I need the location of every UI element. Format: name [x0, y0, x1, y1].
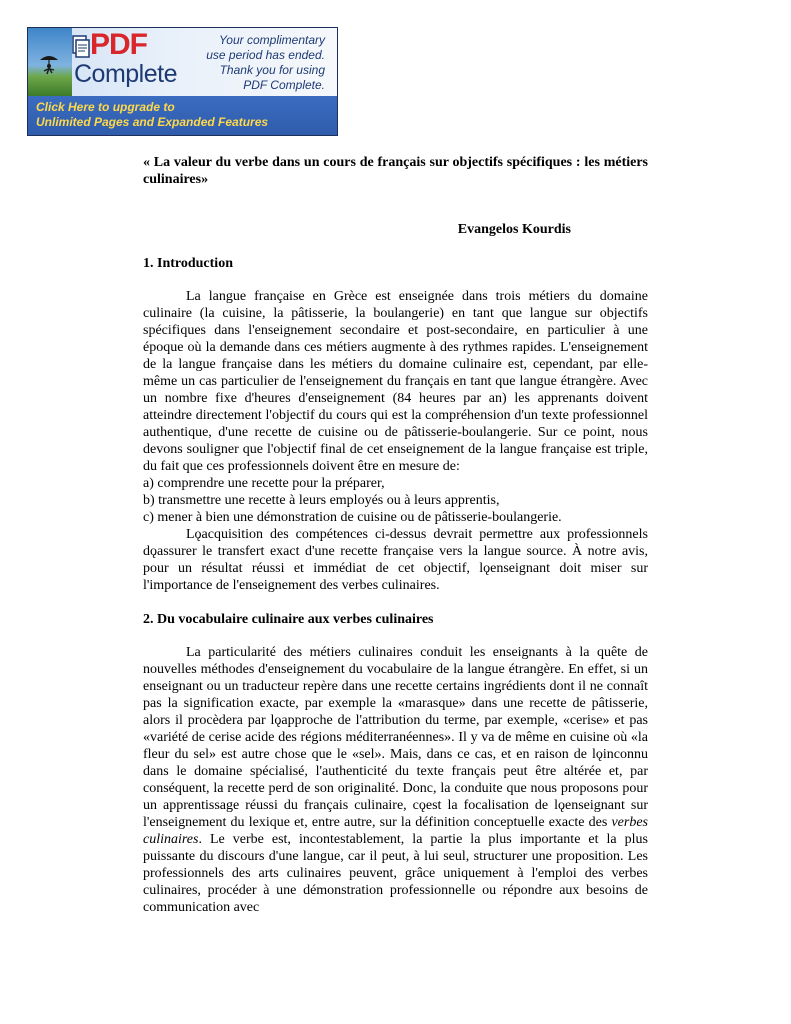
- document-title: « La valeur du verbe dans un cours de français sur objectifs spécifiques : les métiers culinaires»: [143, 155, 648, 187]
- document-body: [143, 154, 648, 916]
- pdf-document-icon: [72, 35, 90, 59]
- trial-ended-message: [175, 33, 325, 93]
- message-line: use period has ended.: [206, 48, 325, 62]
- paragraph: Lǫacquisition des compétences ci-dessus devrait permettre aux professionnels dǫassurer le transfert exact d'une recette française vers la langue source. À notre avis, pour un résultat réussi et immédiat de cet objectif, lǫenseignant doit miser sur l'importance de l'enseignement des verbes culinaires.: [143, 527, 648, 593]
- paragraph: [143, 644, 648, 916]
- list-item: c) mener à bien une démonstration de cuisine ou de pâtisserie-boulangerie.: [143, 510, 562, 525]
- cta-line[interactable]: Unlimited Pages and Expanded Features: [36, 115, 269, 129]
- banner-sky-image: [28, 28, 72, 96]
- paragraph-text: La particularité des métiers culinaires conduit les enseignants à la quête de nouvelles méthodes d'enseignement du vocabulaire de la langue étrangère. En effet, si un enseignant ou un traducteur repère dans une recette certains ingrédients dont il ne connaît pas la signification exacte, par exemple la «marasque» dans une recette de pâtisserie, alors il procèdera par lǫapproche de l'attribution du terme, par exemple, «cerise» et pas «variété de cerise acide des régions méditerranéennes». Il y va de même en cuisine où «la fleur du sel» est autre chose que le «sel». Mais, dans ce cas, et en raison de lǫinconnu dans le domaine spécialisé, l'authenticité du texte français peut être altérée et, par conséquent, la recette perd de son originalité. Donc, la conduite que nous proposons pour un apprentissage réussi du français culinaire, cǫest la focalisation de lǫenseignant sur l'enseignement du lexique et, entre autre, sur la définition conceptuelle exacte des: [143, 645, 648, 830]
- brand-pdf-text: PDF: [90, 28, 147, 61]
- message-line: Your complimentary: [218, 33, 325, 47]
- cta-line[interactable]: Click Here to upgrade to: [36, 100, 175, 114]
- upgrade-link-text[interactable]: [36, 100, 268, 130]
- paragraph-text: . Le verbe est, incontestablement, la partie la plus importante et la plus puissante du discours d'une langue, car il peut, à lui seul, structurer une proposition. Les professionnels des arts culinaires peuvent, grâce uniquement à l'emploi des verbes culinaires, procéder à une démonstration professionnelle ou répondre aux besoins de communication avec: [143, 832, 648, 915]
- message-line: Thank you for using: [219, 63, 325, 77]
- paragraph: La langue française en Grèce est enseignée dans trois métiers du domaine culinaire (la cuisine, la pâtisserie, la boulangerie) en tant que langue sur objectifs spécifiques dans l'enseignement secondaire et post-secondaire, en particulier à une époque où la demande dans ces métiers augmente à des rythmes rapides. L'enseignement de la langue française dans les métiers du domaine culinaire est, cependant, par elle-même un cas particulier de l'enseignement du français en tant que langue étrangère. Avec un nombre fixe d'heures d'enseignement (84 heures par an) les apprenants doivent atteindre directement l'objectif du cours qui est la compréhension d'un texte professionnel authentique, d'une recette de cuisine ou de pâtisserie-boulangerie. Sur ce point, nous devons souligner que l'objectif final de cet enseignement de la langue française est triple, du fait que ces professionnels doivent être en mesure de:: [143, 289, 648, 474]
- umbrella-person-icon: [38, 52, 60, 78]
- author-name: Evangelos Kourdis: [457, 222, 571, 237]
- list-item: a) comprendre une recette pour la préparer,: [143, 476, 385, 491]
- section-heading-vocabulary: 2. Du vocabulaire culinaire aux verbes culinaires: [143, 612, 434, 627]
- pdf-complete-upgrade-banner[interactable]: [27, 27, 338, 136]
- brand-complete-text: Complete: [74, 60, 177, 88]
- upgrade-link[interactable]: [28, 96, 337, 136]
- message-line: PDF Complete.: [243, 78, 325, 92]
- list-item: b) transmettre une recette à leurs employés ou à leurs apprentis,: [143, 493, 500, 508]
- italic-term: verbes culinaires: [143, 815, 648, 847]
- section-heading-introduction: 1. Introduction: [143, 256, 233, 271]
- banner-header: [28, 28, 337, 96]
